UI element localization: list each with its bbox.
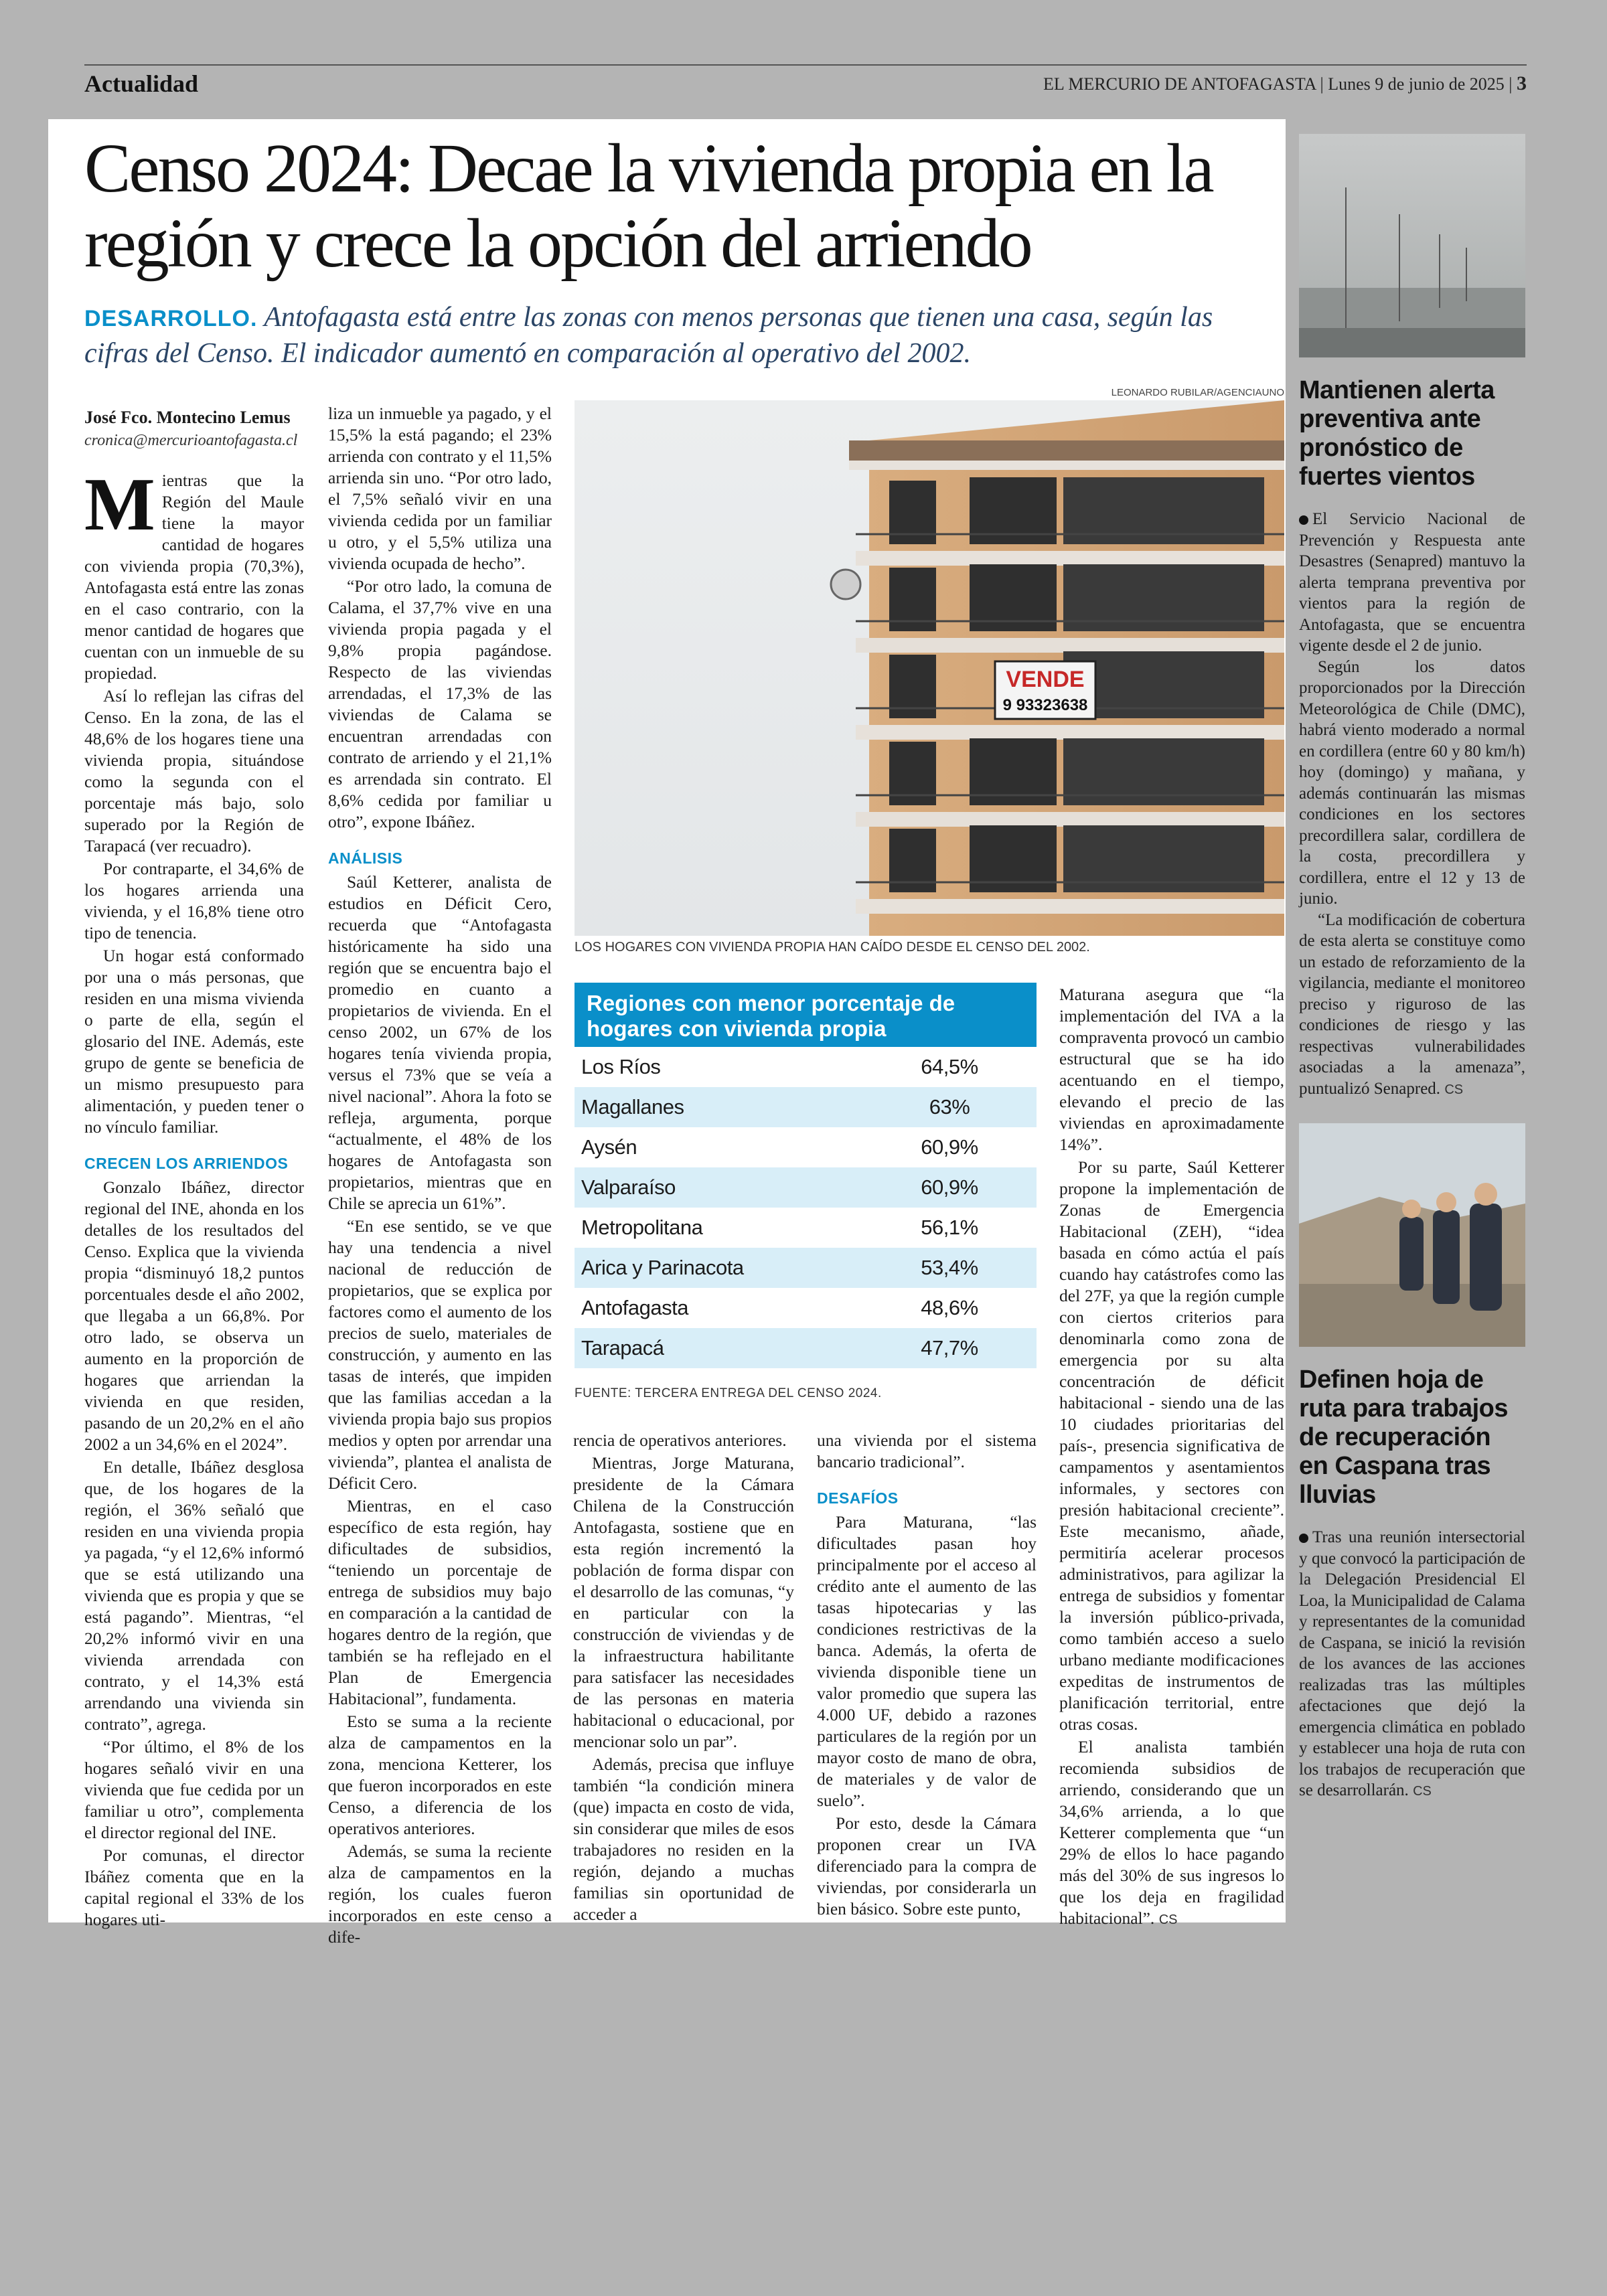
- paragraph: “Por otro lado, la comuna de Calama, el 37,7% vive en una vivienda propia pagada y el 9,8% propia pagándose. Respecto de las viviendas arrendadas, el 17,3% de las viviendas de Calama se encuentran arrendadas con contrato de arriendo y el 21,1% es arrendada sin contrato. El 8,6% cedida por familiar u otro”, expone Ibáñez.: [328, 576, 552, 831]
- column-4: [817, 1430, 1037, 1921]
- region-name: Aysén: [581, 1135, 637, 1159]
- paragraph: Mientras, Jorge Maturana, presidente de la Cámara Chilena de la Construcción Antofagasta, sostiene que en esta región incrementó la población de forma dispar con el desarrollo de las comunas, “y en particular con la construcción de viviendas y de la infraestructura habilitante para satisfacer las necesidades de las personas en materia habitacional o educacional, por mencionar solo un par”.: [573, 1453, 794, 1751]
- paragraph: Mientras, en el caso específico de esta región, hay dificultades de subsidios, “teniendo un porcentaje de entrega de subsidios muy bajo en comparación a la cantidad de hogares dentro de la región, que también se ha reflejado en el Plan de Emergencia Habitacional”, fundamenta.: [328, 1496, 552, 1708]
- region-value: 56,1%: [921, 1216, 978, 1239]
- section-name: Actualidad: [84, 70, 199, 97]
- bullet-icon: [1299, 515, 1308, 525]
- paragraph: Gonzalo Ibáñez, director regional del INE, ahonda en los detalles de los resultados del Censo. Explica que la vivienda propia “disminuyó 18,2 puntos porcentuales desde el año 2002, que llegaba a un 66,8%. Por otro lado, se observa un aumento en la proporción de hogares que arriendan la vivienda en que residen, pasando de un 20,2% en el año 2002 a un 34,6% en el 2024”.: [84, 1177, 304, 1454]
- table-row: [575, 1087, 1037, 1127]
- folio-separator: |: [1509, 74, 1517, 94]
- paragraph: Por comunas, el director Ibáñez comenta que en la capital regional el 33% de los hogares uti-: [84, 1846, 304, 1929]
- region-value: 64,5%: [921, 1055, 978, 1078]
- main-article: [48, 119, 1286, 1947]
- workers-illustration: [1299, 1123, 1525, 1347]
- paragraph-text: “La modificación de cobertura de esta alerta se constituye como un estado de reforzamiento de la vigilancia, mediante el monitoreo preciso y riguroso de las condiciones de riesgo y las respectivas vulnerabilidades asociadas a la amenaza”, puntualizó Senapred.: [1299, 910, 1525, 1098]
- sign-text: VENDE: [1006, 667, 1085, 692]
- end-mark: CS: [1158, 1912, 1178, 1927]
- lead-paragraph: [84, 463, 304, 684]
- paragraph: Por esto, desde la Cámara proponen crear un IVA diferenciado para la compra de viviendas, por considerarla un bien básico. Sobre este punto,: [817, 1813, 1037, 1918]
- sidebar-story-1: [1299, 509, 1525, 1100]
- paragraph: Además, se suma la reciente alza de campamentos en la región, los cuales fueron incorporados en este censo a dife-: [328, 1841, 552, 1947]
- sign-phone: 9 93323638: [1002, 696, 1088, 714]
- paragraph: Por su parte, Saúl Ketterer propone la implementación de Zonas de Emergencia Habitacional (ZEH), “idea basada en cómo actúa el país cuando hay catástrofes como las del 27F, ya que la región cumple con ciertos criterios para denominarla como zona de emergencia por su alta concentración de déficit habitacional - siendo una de las 10 ciudades prioritarias del país-, presencia significativa de campamentos y asentamientos informales, y sectores con presión habitacional creciente”. Este mecanismo, añade, permitiría acelerar procesos administrativos, para agilizar la entrega de subsidios y fomentar la inversión público-privada, como también acceso a suelo urbano mediante modificaciones expeditas de instrumentos de planificación territorial, entre otras cosas.: [1059, 1157, 1284, 1734]
- paragraph-text: El analista también recomienda subsidios de arriendo, considerando que un 34,6% arrienda, a lo que Ketterer complementa que “un 29% de ellos lo hace pagando más del 30% de sus ingresos lo que los deja en fragilidad habitacional”.: [1059, 1737, 1284, 1928]
- paragraph: liza un inmueble ya pagado, y el 15,5% la está pagando; el 23% arrienda con contrato y el 11,5% arrienda sin uno. “Por otro lado, el 7,5% señaló vivir en una vivienda cedida por un familiar u otro, y el 5,5% utiliza una vivienda ocupada de hecho”.: [328, 404, 552, 573]
- paragraph: Además, precisa que influye también “la condición minera (que) impacta en costo de vida, sin considerar que miles de esos trabajadores no residen en la región, dejando a muchas familias sin oportunidad de acceder a: [573, 1754, 794, 1924]
- column-3: [573, 1430, 794, 1926]
- paragraph: Según los datos proporcionados por la Dirección Meteorológica de Chile (DMC), habrá viento moderado a normal en cordillera (entre 60 y 80 km/h) hoy (domingo) y mañana, y además continuarán las mismas condiciones en los sectores precordillera salar, cordillera de la costa, precordillera y cordillera, entre el 12 y 13 de junio.: [1299, 657, 1525, 908]
- dropcap: M: [84, 463, 155, 546]
- paragraph: Un hogar está conformado por una o más personas, que residen en una misma vivienda o parte de ella, según el glosario del INE. Además, este grupo de gente se beneficia de un mismo presupuesto para alimentación, y pueden tener o no vínculo familiar.: [84, 946, 304, 1137]
- photo-credit: LEONARDO RUBILAR/AGENCIAUNO: [1111, 387, 1284, 398]
- dek-text: Antofagasta está entre las zonas con menos personas que tienen una casa, según las cifras del Censo. El indicador aumentó en comparación al operativo del 2002.: [84, 302, 1213, 369]
- paragraph: [1059, 1736, 1284, 1931]
- region-value: 60,9%: [921, 1135, 978, 1159]
- page-header: [84, 64, 1527, 99]
- region-value: 48,6%: [921, 1296, 978, 1319]
- paragraph: Esto se suma a la reciente alza de campamentos en la zona, menciona Ketterer, los que fueron incorporados en este Censo, a diferencia de los operativos anteriores.: [328, 1712, 552, 1838]
- paragraph-text: El Servicio Nacional de Prevención y Respuesta ante Desastres (Senapred) mantuvo la alerta temprana preventiva por vientos para la región de Antofagasta, que se encuentra vigente desde el 2 de junio.: [1299, 510, 1525, 655]
- table-source: FUENTE: TERCERA ENTREGA DEL CENSO 2024.: [575, 1386, 882, 1400]
- building-illustration: [575, 400, 1284, 936]
- dek: [84, 300, 1283, 371]
- paragraph-text: Tras una reunión intersectorial y que convocó la participación de la Delegación Presidencial El Loa, la Municipalidad de Calama y representantes de la comunidad de Caspana, se inició la revisión de los avances de las acciones realizadas tras las múltiples afectaciones que dejó la emergencia climática en poblado y establecer una hoja de ruta con los trabajos de recuperación que se desarrollarán.: [1299, 1528, 1525, 1799]
- region-value: 53,4%: [921, 1256, 978, 1279]
- table-title: Regiones con menor porcentaje de hogares con vivienda propia: [575, 983, 1037, 1047]
- data-table: [575, 983, 1037, 1368]
- kicker: DESARROLLO.: [84, 306, 258, 331]
- column-5: [1059, 984, 1284, 1932]
- paragraph: Así lo reflejan las cifras del Censo. En la zona, de las el 48,6% de los hogares tiene una vivienda propia, situándose como la segunda con el porcentaje más bajo, solo superado por la Región de Tarapacá (ver recuadro).: [84, 686, 304, 855]
- subheading: CRECEN LOS ARRIENDOS: [84, 1155, 289, 1172]
- wind-photo: [1299, 134, 1525, 357]
- sidebar-story-2: [1299, 1527, 1525, 1803]
- region-value: 63%: [929, 1095, 970, 1119]
- table-row: [575, 1047, 1037, 1087]
- paragraph: [1299, 509, 1525, 657]
- caspana-photo: [1299, 1123, 1525, 1347]
- paragraph: [1299, 1527, 1525, 1803]
- table-row: [575, 1167, 1037, 1208]
- region-value: 60,9%: [921, 1175, 978, 1199]
- sidebar-headline: Definen hoja de ruta para trabajos de recuperación en Caspana tras lluvias: [1299, 1366, 1508, 1509]
- table-row: [575, 1328, 1037, 1368]
- region-name: Metropolitana: [581, 1216, 703, 1239]
- folio: [1043, 72, 1527, 95]
- photo-caption: LOS HOGARES CON VIVIENDA PROPIA HAN CAÍDO DESDE EL CENSO DEL 2002.: [575, 940, 1090, 955]
- table-row: [575, 1248, 1037, 1288]
- issue-date: Lunes 9 de junio de 2025: [1328, 74, 1505, 94]
- foggy-coast-illustration: [1299, 134, 1525, 357]
- paragraph: [1299, 910, 1525, 1101]
- table-row: [575, 1127, 1037, 1167]
- page-number: 3: [1517, 72, 1527, 94]
- author: José Fco. Montecino Lemus: [84, 408, 291, 427]
- subheading: ANÁLISIS: [328, 849, 403, 867]
- subheading: DESAFÍOS: [817, 1489, 899, 1507]
- column-1: [84, 407, 304, 1932]
- for-sale-sign: [995, 661, 1095, 719]
- region-name: Valparaíso: [581, 1175, 676, 1199]
- paper-name: EL MERCURIO DE ANTOFAGASTA: [1043, 74, 1316, 94]
- sidebar-headline: Mantienen alerta preventiva ante pronóstico de fuertes vientos: [1299, 376, 1495, 491]
- region-name: Los Ríos: [581, 1055, 661, 1078]
- paragraph: Para Maturana, “las dificultades pasan hoy principalmente por el acceso al crédito ante el aumento de las tasas hipotecarias y las condiciones restrictivas de la banca. Además, la oferta de vivienda disponible tiene un valor promedio que supera las 4.000 UF, debido a razones particulares de la región por un mayor costo de mano de obra, de materiales y de valor de suelo”.: [817, 1512, 1037, 1810]
- headline: Censo 2024: Decae la vivienda propia en la región y crece la opción del arriendo: [84, 130, 1213, 282]
- region-name: Tarapacá: [581, 1336, 664, 1360]
- region-name: Magallanes: [581, 1095, 684, 1119]
- paragraph: Saúl Ketterer, analista de estudios en Déficit Cero, recuerda que “Antofagasta históricamente ha sido una región que se encuentra bajo el promedio en cuanto a propietarios de vivienda. En el censo 2002, un 67% de los hogares tenía vivienda propia, versus el 73% que se veía a nivel nacional”. Ahora la foto se refleja, argumenta, porque “actualmente, el 48% de los hogares de Antofagasta son propietarios, mientras que en Chile se aprecia un 61%”.: [328, 872, 552, 1213]
- table-row: [575, 1288, 1037, 1328]
- end-mark: CS: [1444, 1082, 1464, 1097]
- region-name: Antofagasta: [581, 1296, 688, 1319]
- region-name: Arica y Parinacota: [581, 1256, 744, 1279]
- sidebar: [1299, 134, 1525, 1803]
- bullet-icon: [1299, 1534, 1308, 1543]
- column-2: [328, 403, 552, 1949]
- paragraph: “Por último, el 8% de los hogares señaló vivir en una vivienda que fue cedida por un familiar u otro”, complementa el director regional del INE.: [84, 1737, 304, 1842]
- satellite-dish: [831, 570, 860, 599]
- paragraph: rencia de operativos anteriores.: [573, 1430, 787, 1450]
- paragraph: Por contraparte, el 34,6% de los hogares arrienda una vivienda, y el 16,8% tiene otro tipo de tenencia.: [84, 859, 304, 942]
- author-email: cronica@mercurioantofagasta.cl: [84, 432, 298, 449]
- building-photo: [575, 400, 1284, 936]
- folio-separator: |: [1320, 74, 1328, 94]
- paragraph: “En ese sentido, se ve que hay una tendencia a nivel nacional de reducción de propietarios, que se explica por factores como el aumento de los precios de suelo, materiales de construcción, y aumento en las tasas de interés, que impiden que las familias accedan a la vivienda propia bajo sus propios medios y opten por arrendar una vivienda”, plantea el analista de Déficit Cero.: [328, 1216, 552, 1493]
- table-row: [575, 1208, 1037, 1248]
- end-mark: CS: [1413, 1784, 1432, 1799]
- paragraph: Maturana asegura que “la implementación del IVA a la compraventa provocó un cambio estructural que se ha ido acentuando en el tiempo, elevando el precio de las viviendas en aproximadamente 14%”.: [1059, 985, 1284, 1154]
- region-value: 47,7%: [921, 1336, 978, 1360]
- paragraph: ientras que la Región del Maule tiene la mayor cantidad de hogares con vivienda propia (70,3%), Antofagasta está entre las zonas en el caso contrario, con la menor cantidad de hogares que cuentan con un inmueble de su propiedad.: [84, 471, 304, 683]
- paragraph: En detalle, Ibáñez desglosa que, de los hogares de la región, el 36% señaló que residen en una vivienda propia ya pagada, “y el 12,6% informó que se está utilizando una vivienda que es propia y que se está pagando”. Mientras, “el 20,2% informó vivir en una vivienda arrendada con contrato, y el 14,3% está arrendando una vivienda sin contrato”, agrega.: [84, 1457, 304, 1734]
- paragraph: una vivienda por el sistema bancario tradicional”.: [817, 1430, 1037, 1471]
